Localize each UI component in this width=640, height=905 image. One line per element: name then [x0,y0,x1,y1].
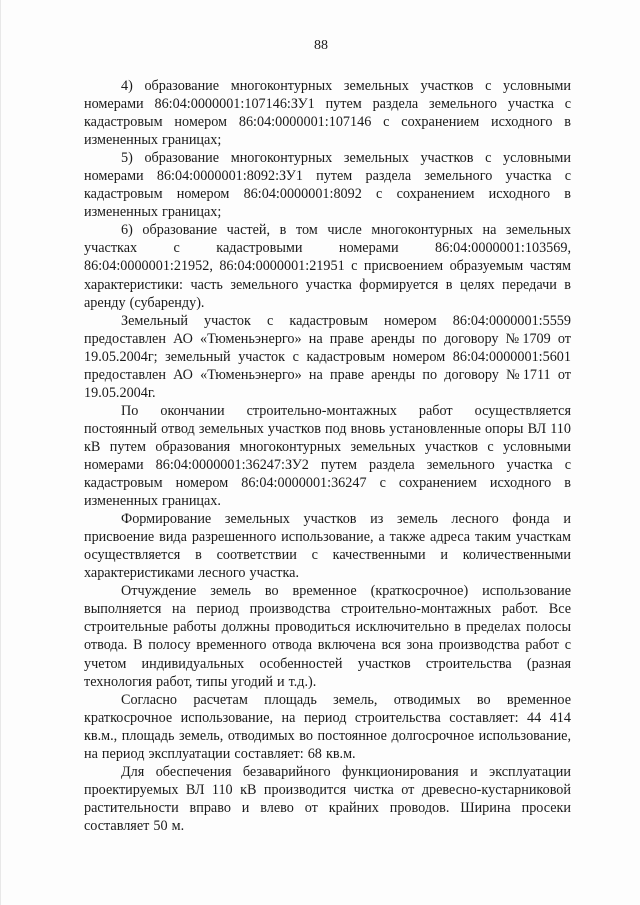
paragraph-item-6: 6) образование частей, в том числе многоконтурных на земельных участках с кадастровыми номерами 86:04:0000001:103569, 86:04:0000001:21952, 86:04:0000001:21951 с присвоением образуемым частям характеристики: часть земельного участка формируется в целях передачи в аренду (субаренду). [84,222,571,311]
paragraph-item-4: 4) образование многоконтурных земельных участков с условными номерами 86:04:0000001:107146:ЗУ1 путем раздела земельного участка с кадастровым номером 86:04:0000001:107146 с сохранением исходного в измененных границах; [84,78,571,149]
paragraph-clearing: Для обеспечения безаварийного функционирования и эксплуатации проектируемых ВЛ 110 кВ производится чистка от древесно-кустарниковой растительности вправо и влево от крайних проводов. Ширина просеки составляет 50 м. [84,763,571,834]
paragraph-forest-fund: Формирование земельных участков из земель лесного фонда и присвоение вида разрешенного использование, а также адреса таким участкам осуществляется в соответствии с качественными и количественными характеристиками лесного участка. [84,511,571,582]
paragraph-lease-info: Земельный участок с кадастровым номером 86:04:0000001:5559 предоставлен АО «Тюменьэнерго» на праве аренды по договору №1709 от 19.05.2004г; земельный участок с кадастровым номером 86:04:0000001:5601 предоставлен АО «Тюменьэнерго» на праве аренды по договору №1711 от 19.05.2004г. [84,312,571,401]
document-body [84,77,571,835]
paragraph-area-calculation: Согласно расчетам площадь земель, отводимых во временное краткосрочное использование, на период строительства составляет: 44 414 кв.м., площадь земель, отводимых во постоянное долгосрочное использование, на период эксплуатации составляет: 68 кв.м. [84,691,571,762]
paragraph-temporary-use: Отчуждение земель во временное (краткосрочное) использование выполняется на период производства строительно-монтажных работ. Все строительные работы должны проводиться исключительно в пределах полосы отвода. В полосу временного отвода включена вся зона производства работ с учетом индивидуальных особенностей участков строительства (разная технология работ, типы угодий и т.д.). [84,583,571,690]
paragraph-item-5: 5) образование многоконтурных земельных участков с условными номерами 86:04:0000001:8092:ЗУ1 путем раздела земельного участка с кадастровым номером 86:04:0000001:8092 с сохранением исходного в измененных границах; [84,150,571,221]
page-number: 88 [314,38,328,53]
paragraph-permanent-allocation: По окончании строительно-монтажных работ осуществляется постоянный отвод земельных участков под вновь установленные опоры ВЛ 110 кВ путем образования многоконтурных земельных участков с условными номерами 86:04:0000001:36247:ЗУ2 путем раздела земельного участка с кадастровым номером 86:04:0000001:36247 с сохранением исходного в измененных границах. [84,402,571,510]
